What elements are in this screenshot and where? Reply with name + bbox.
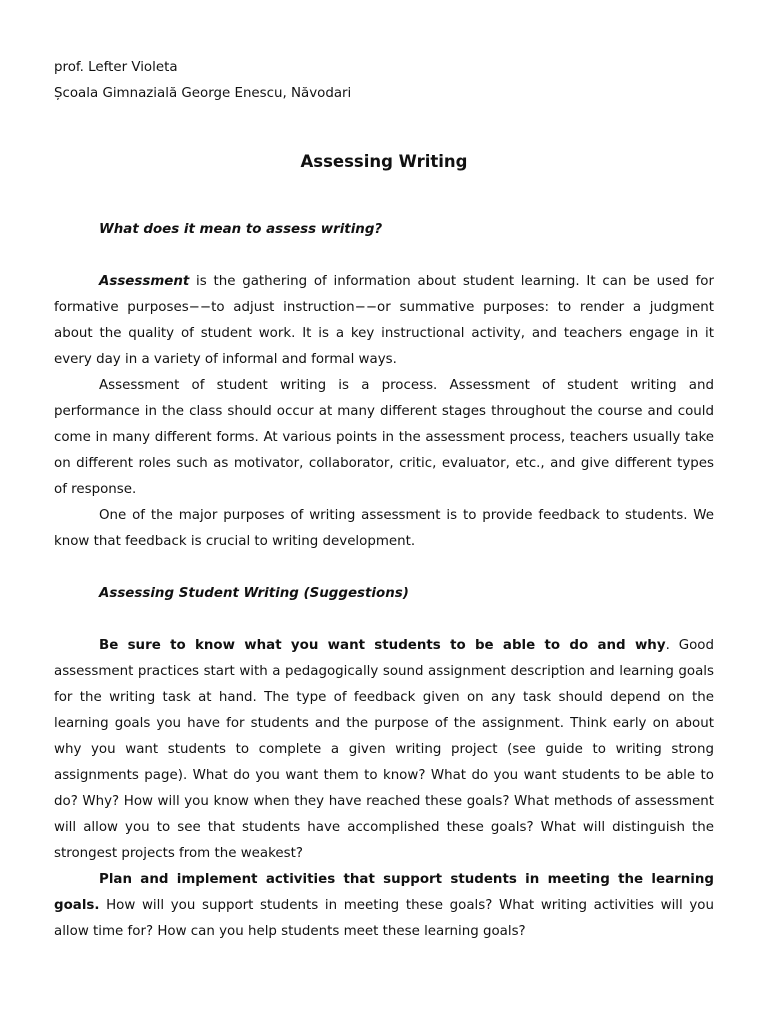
paragraph-text: How will you support students in meeting these goals? What writing activities will you allow time for? How can you help students meet these learning goals? [54, 898, 714, 939]
term-assessment: Assessment [99, 274, 190, 289]
paragraph-text: . Good assessment practices start with a pedagogically sound assignment description and learning goals for the writing task at hand. The type of feedback given on any task should depend on the learning goals you have for students and the purpose of the assignment. Think early on about why you want students to complete a given writing project (see guide to writing strong assignments page). What do you want them to know? What do you want students to be able to do? Why? How will you know when they have reached these goals? What methods of assessment will allow you to see that students have accomplished these goals? What will distinguish the strongest projects from the weakest? [54, 638, 714, 861]
lead-plan-activities: Plan and implement activities that support students in meeting the learning goals. [54, 872, 714, 913]
paragraph-feedback-purpose: One of the major purposes of writing assessment is to provide feedback to students. We know that feedback is crucial to writing development. [54, 508, 714, 549]
paragraph-assessment-definition [54, 269, 714, 373]
section-heading-suggestions: Assessing Student Writing (Suggestions) [99, 586, 409, 601]
author-school: Școala Gimnazială George Enescu, Năvodari [54, 86, 352, 101]
paragraph-text: is the gathering of information about student learning. It can be used for formative purposes−−to adjust instruction−−or summative purposes: to render a judgment about the quality of student work. It is a key instructional activity, and teachers engage in it every day in a variety of informal and formal ways. [54, 274, 714, 367]
document-title: Assessing Writing [300, 152, 468, 171]
author-name: prof. Lefter Violeta [54, 60, 178, 75]
lead-know-goals: Be sure to know what you want students to be able to do and why [99, 638, 666, 653]
paragraph-plan-activities [54, 867, 714, 945]
paragraph-know-goals [54, 633, 714, 867]
paragraph-assessment-process: Assessment of student writing is a process. Assessment of student writing and performance in the class should occur at many different stages throughout the course and could come in many different forms. At various points in the assessment process, teachers usually take on different roles such as motivator, collaborator, critic, evaluator, etc., and give different types of response. [54, 378, 714, 497]
section-heading-what-is-assessment: What does it mean to assess writing? [99, 222, 383, 237]
